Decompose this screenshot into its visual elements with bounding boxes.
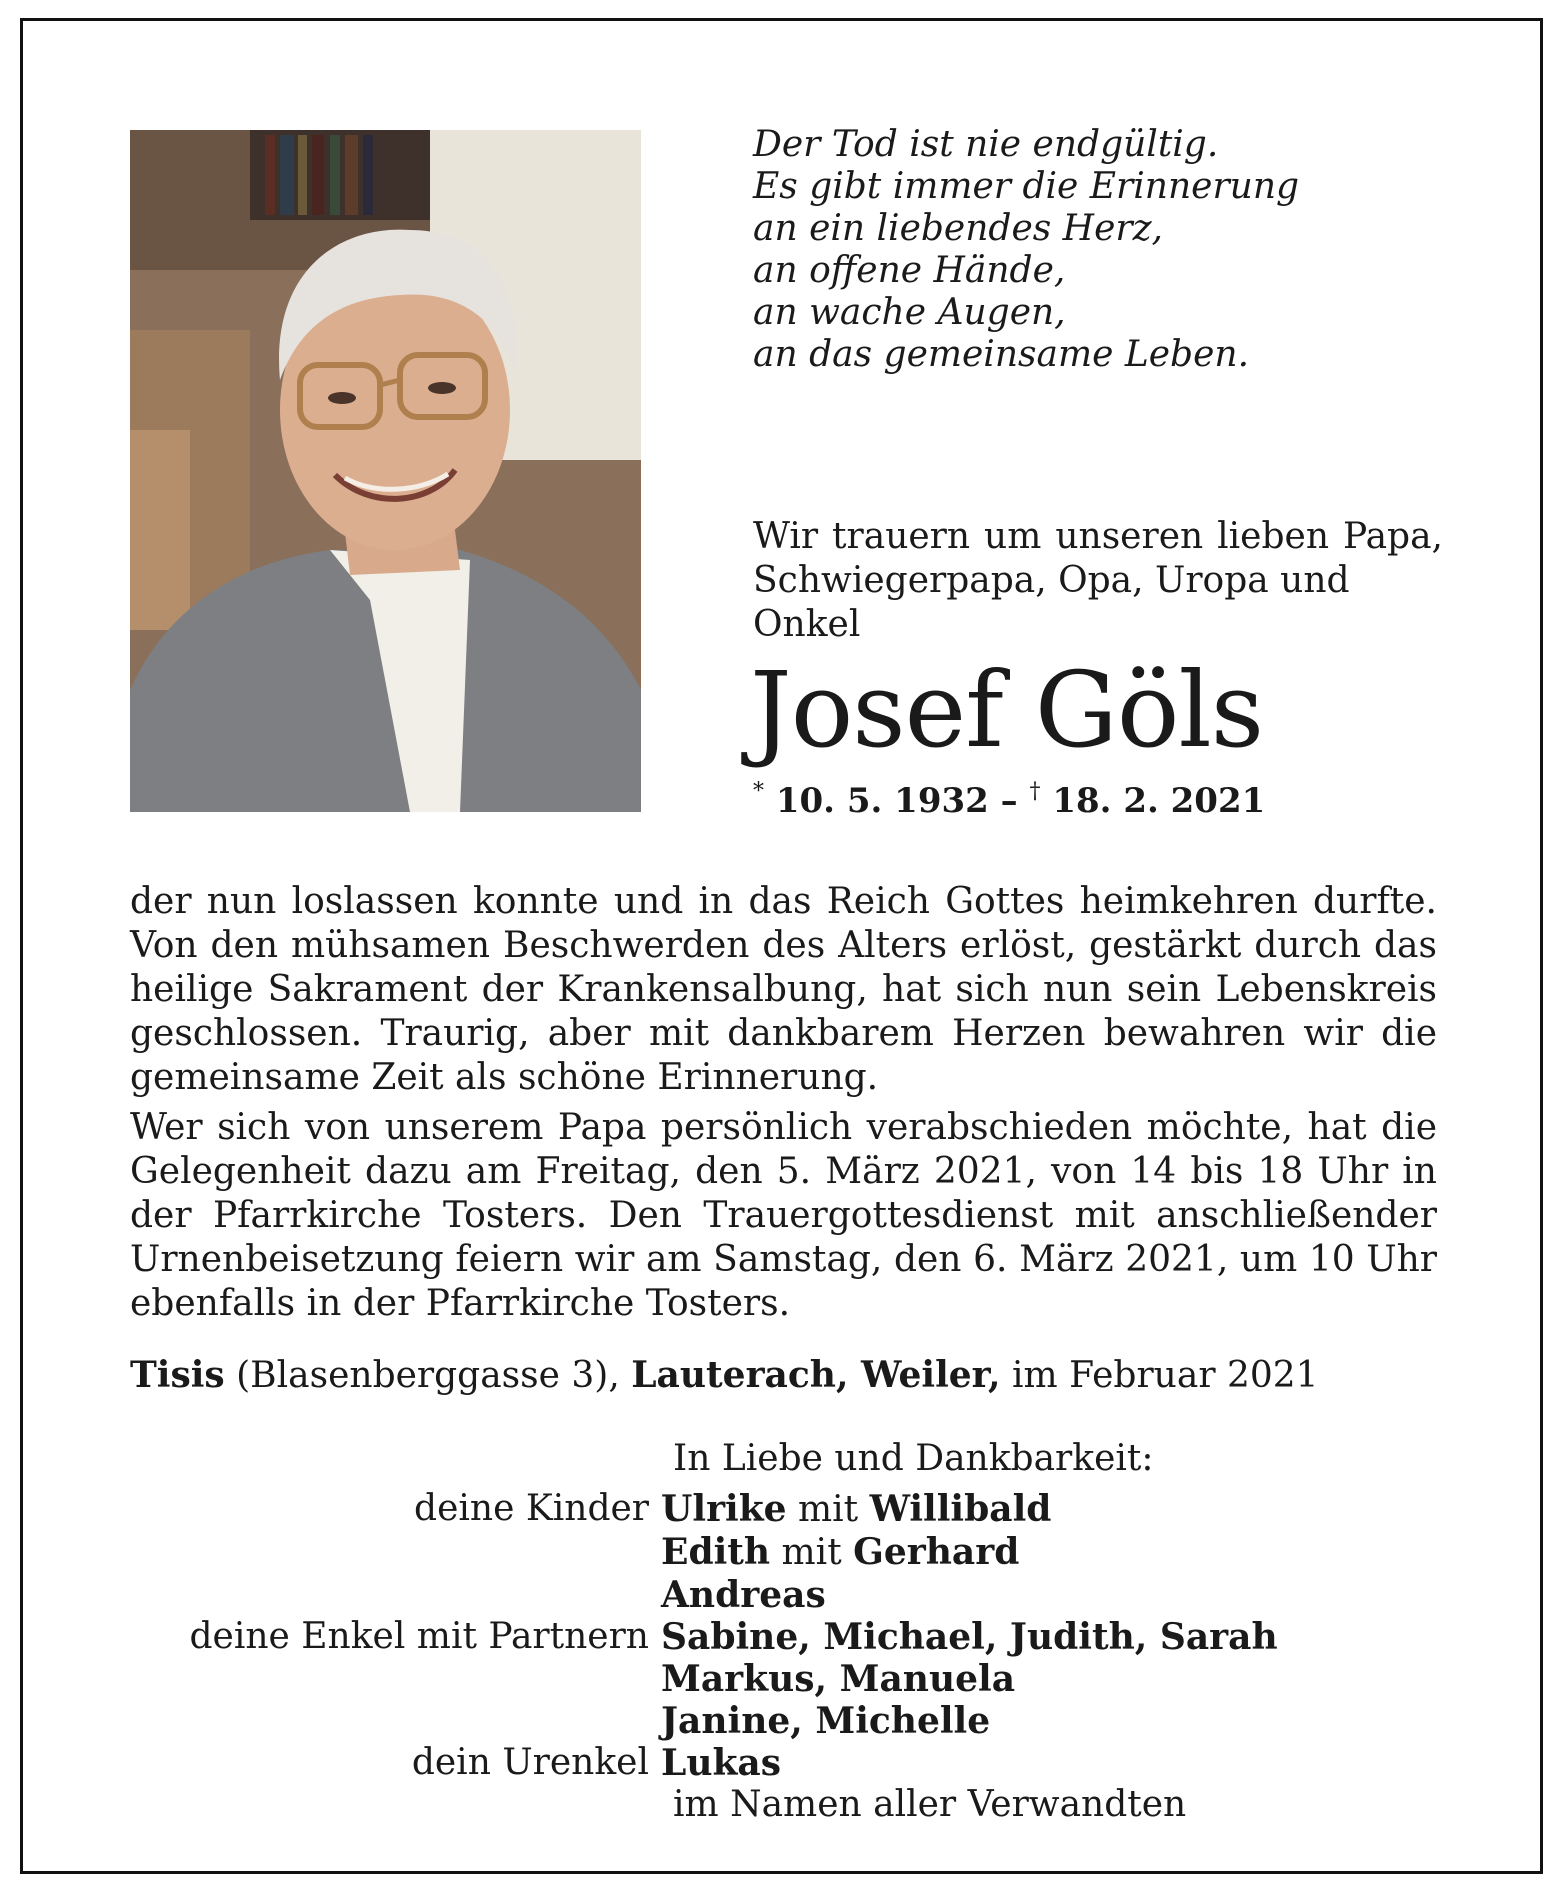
children-label: deine Kinder — [414, 1488, 649, 1529]
mourners-list — [130, 1488, 1450, 1784]
intro-line-1: Wir trauern um unseren lieben Papa, — [753, 516, 1443, 557]
great-grandchild-entry: Lukas — [661, 1742, 782, 1784]
body-paragraph: der nun loslassen konnte und in das Reich Gottes heimkehren durfte. Von den mühsamen Beschwerden des Alters erlöst, gestärkt durch das heilige Sakrament der Krankensalbung, hat sich nun sein Lebenskreis geschlossen. Traurig, aber mit dankbarem Herzen bewahren wir die gemeinsame Zeit als schöne Erinnerung. — [130, 881, 1437, 1098]
great-grandchild-group — [130, 1742, 1450, 1784]
place-address: (Blasenberggasse 3), — [224, 1355, 632, 1396]
birth-date: 10. 5. 1932 — [775, 781, 989, 821]
mourning-intro — [753, 515, 1443, 647]
portrait-photo — [130, 130, 641, 812]
poem-line: an das gemeinsame Leben. — [753, 334, 1250, 375]
place-and-date — [130, 1354, 1319, 1396]
place-towns: Lauterach, Weiler, — [631, 1354, 1001, 1396]
poem-line: Es gibt immer die Erinnerung — [753, 166, 1300, 207]
place-town: Tisis — [130, 1354, 225, 1396]
child-entry: Edith mit Gerhard — [661, 1531, 1020, 1573]
memorial-poem — [753, 124, 1453, 376]
grandchild-entry: Janine, Michelle — [661, 1700, 991, 1742]
notice-body — [130, 880, 1437, 1332]
intro-line-2: Schwiegerpapa, Opa, Uropa und Onkel — [753, 560, 1350, 645]
birth-symbol: * — [753, 779, 764, 804]
child-entry: Ulrike mit Willibald — [661, 1488, 1052, 1530]
closing-line: im Namen aller Verwandten — [673, 1784, 1187, 1825]
poem-line: an ein liebendes Herz, — [753, 208, 1163, 249]
body-paragraph: Wer sich von unserem Papa persönlich verabschieden möchte, hat die Gelegenheit dazu am Freitag, den 5. März 2021, von 14 bis 18 Uhr in der Pfarrkirche Tosters. Den Trauergottesdienst mit anschließender Urnenbeisetzung feiern wir am Samstag, den 6. März 2021, um 10 Uhr ebenfalls in der Pfarrkirche Tosters. — [130, 1107, 1437, 1324]
grandchildren-label: deine Enkel mit Partnern — [189, 1616, 649, 1657]
death-symbol: † — [1029, 779, 1041, 804]
children-group — [130, 1488, 1450, 1616]
poem-line: Der Tod ist nie endgültig. — [753, 124, 1219, 165]
child-entry: Andreas — [661, 1574, 826, 1616]
deceased-name: Josef Göls — [750, 649, 1264, 771]
great-grandchild-label: dein Urenkel — [411, 1742, 649, 1783]
place-date: im Februar 2021 — [1000, 1355, 1319, 1396]
poem-line: an wache Augen, — [753, 292, 1066, 333]
death-date: 18. 2. 2021 — [1052, 781, 1266, 821]
life-dates — [753, 779, 1265, 821]
poem-line: an offene Hände, — [753, 250, 1066, 291]
grandchild-entry: Sabine, Michael, Judith, Sarah — [661, 1616, 1278, 1658]
grandchild-entry: Markus, Manuela — [661, 1658, 1016, 1700]
date-separator: – — [988, 781, 1030, 821]
grandchildren-group — [130, 1616, 1450, 1742]
signoff-heading: In Liebe und Dankbarkeit: — [673, 1438, 1154, 1479]
